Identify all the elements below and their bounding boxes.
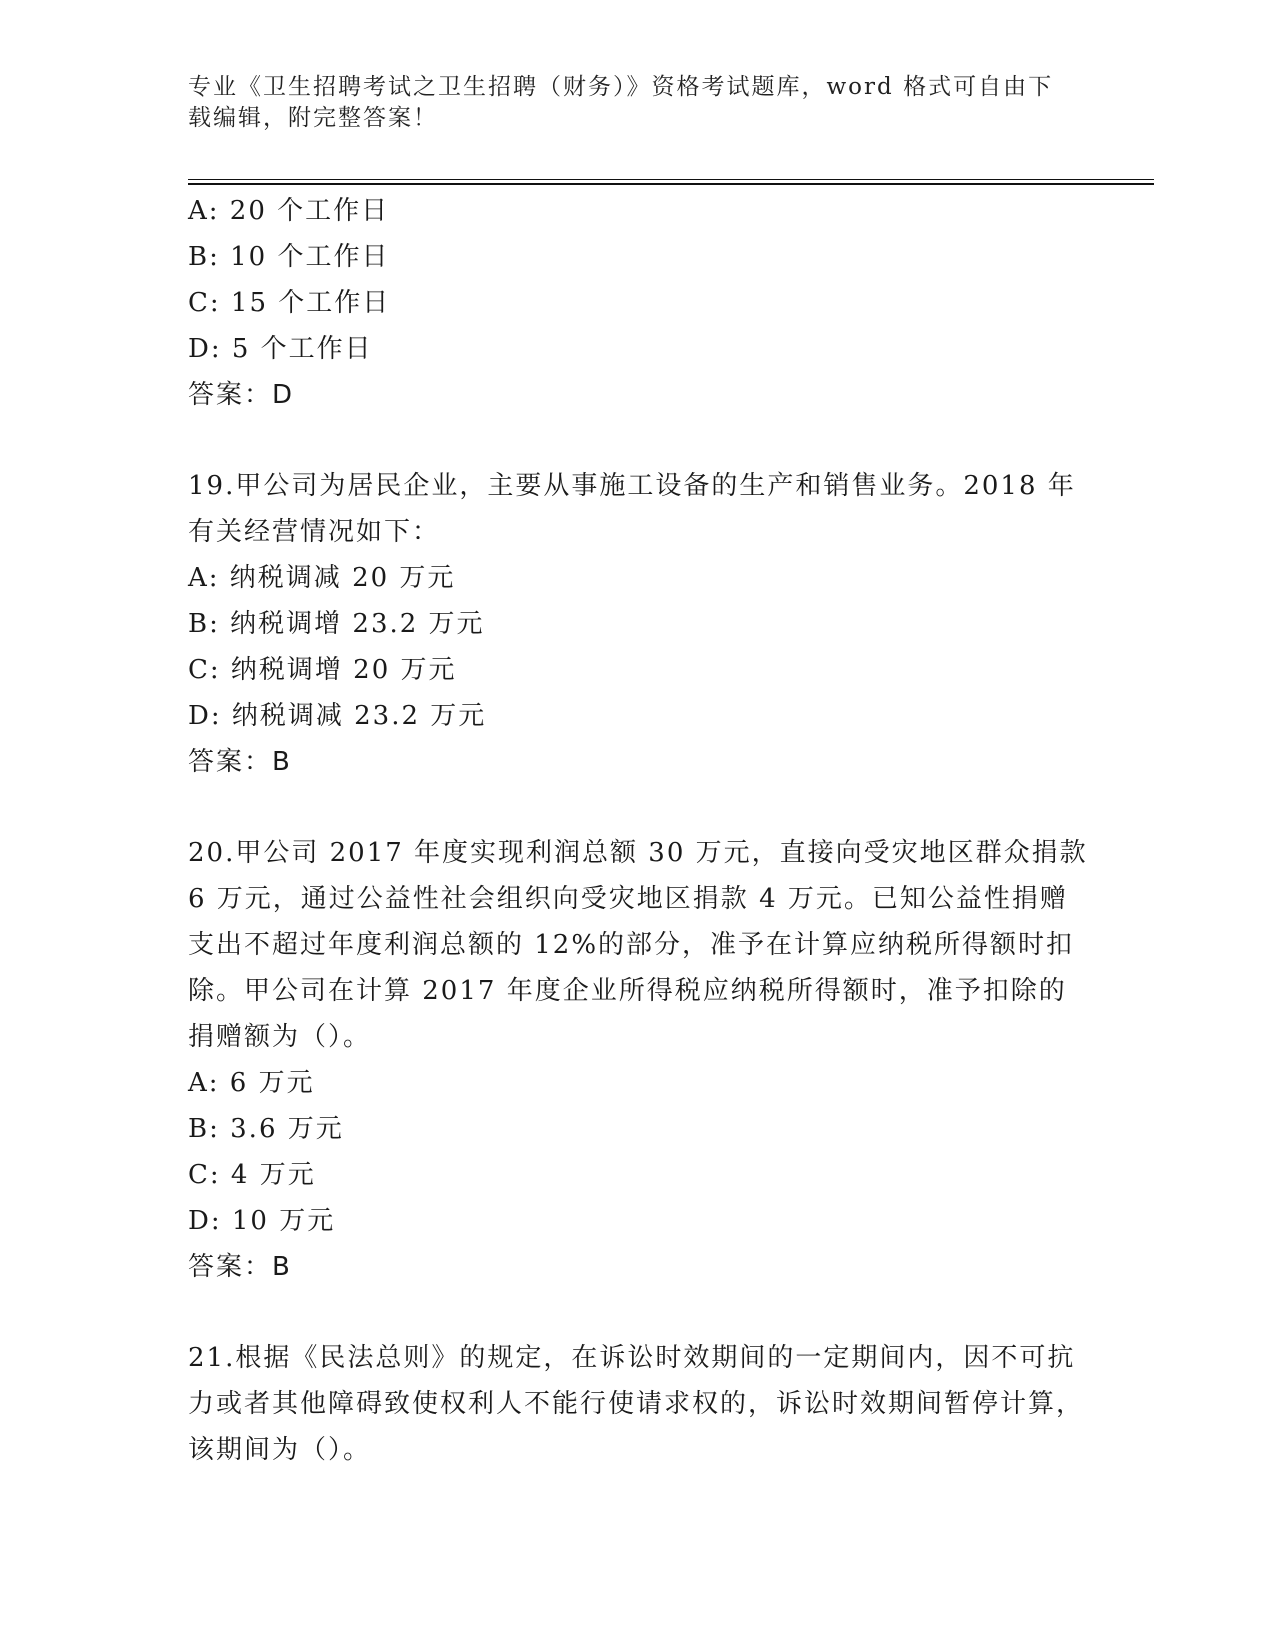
spacer — [188, 785, 1088, 830]
spacer — [188, 418, 1088, 463]
question-19 — [188, 463, 1088, 785]
spacer — [188, 1290, 1088, 1335]
header-divider-thin — [188, 179, 1154, 180]
question-18 — [188, 188, 1088, 418]
question-text: 21.根据《民法总则》的规定，在诉讼时效期间的一定期间内，因不可抗力或者其他障碍致使权利人不能行使请求权的，诉讼时效期间暂停计算，该期间为（）。 — [188, 1343, 1085, 1465]
answer: 答案：B — [188, 747, 292, 777]
answer: 答案：D — [188, 380, 295, 410]
answer: 答案：B — [188, 1252, 292, 1282]
header-divider-thick — [188, 183, 1154, 185]
question-text: 19.甲公司为居民企业，主要从事施工设备的生产和销售业务。2018 年有关经营情况如下： — [188, 471, 1076, 547]
document-intro: 专业《卫生招聘考试之卫生招聘（财务）》资格考试题库，word 格式可自由下载编辑，附完整答案！ — [188, 74, 1054, 131]
option-c: C: 15 个工作日 — [188, 288, 391, 318]
option-c: C: 4 万元 — [188, 1160, 316, 1190]
question-21 — [188, 1335, 1088, 1473]
question-text: 20.甲公司 2017 年度实现利润总额 30 万元，直接向受灾地区群众捐款 6 万元，通过公益性社会组织向受灾地区捐款 4 万元。已知公益性捐赠支出不超过年度利润总额的 12%的部分，准予在计算应纳税所得额时扣除。甲公司在计算 2017 年度企业所得税应纳税所得额时，准予扣除的捐赠额为（）。 — [188, 838, 1088, 1052]
option-a: A: 纳税调减 20 万元 — [188, 563, 456, 593]
option-d: D: 纳税调减 23.2 万元 — [188, 701, 487, 731]
option-d: D: 10 万元 — [188, 1206, 336, 1236]
option-b: B: 纳税调增 23.2 万元 — [188, 609, 485, 639]
option-b: B: 3.6 万元 — [188, 1114, 344, 1144]
option-a: A: 20 个工作日 — [188, 196, 390, 226]
option-a: A: 6 万元 — [188, 1068, 315, 1098]
question-20 — [188, 830, 1088, 1290]
option-d: D: 5 个工作日 — [188, 334, 373, 364]
option-c: C: 纳税调增 20 万元 — [188, 655, 457, 685]
question-list — [188, 188, 1088, 1473]
option-b: B: 10 个工作日 — [188, 242, 390, 272]
